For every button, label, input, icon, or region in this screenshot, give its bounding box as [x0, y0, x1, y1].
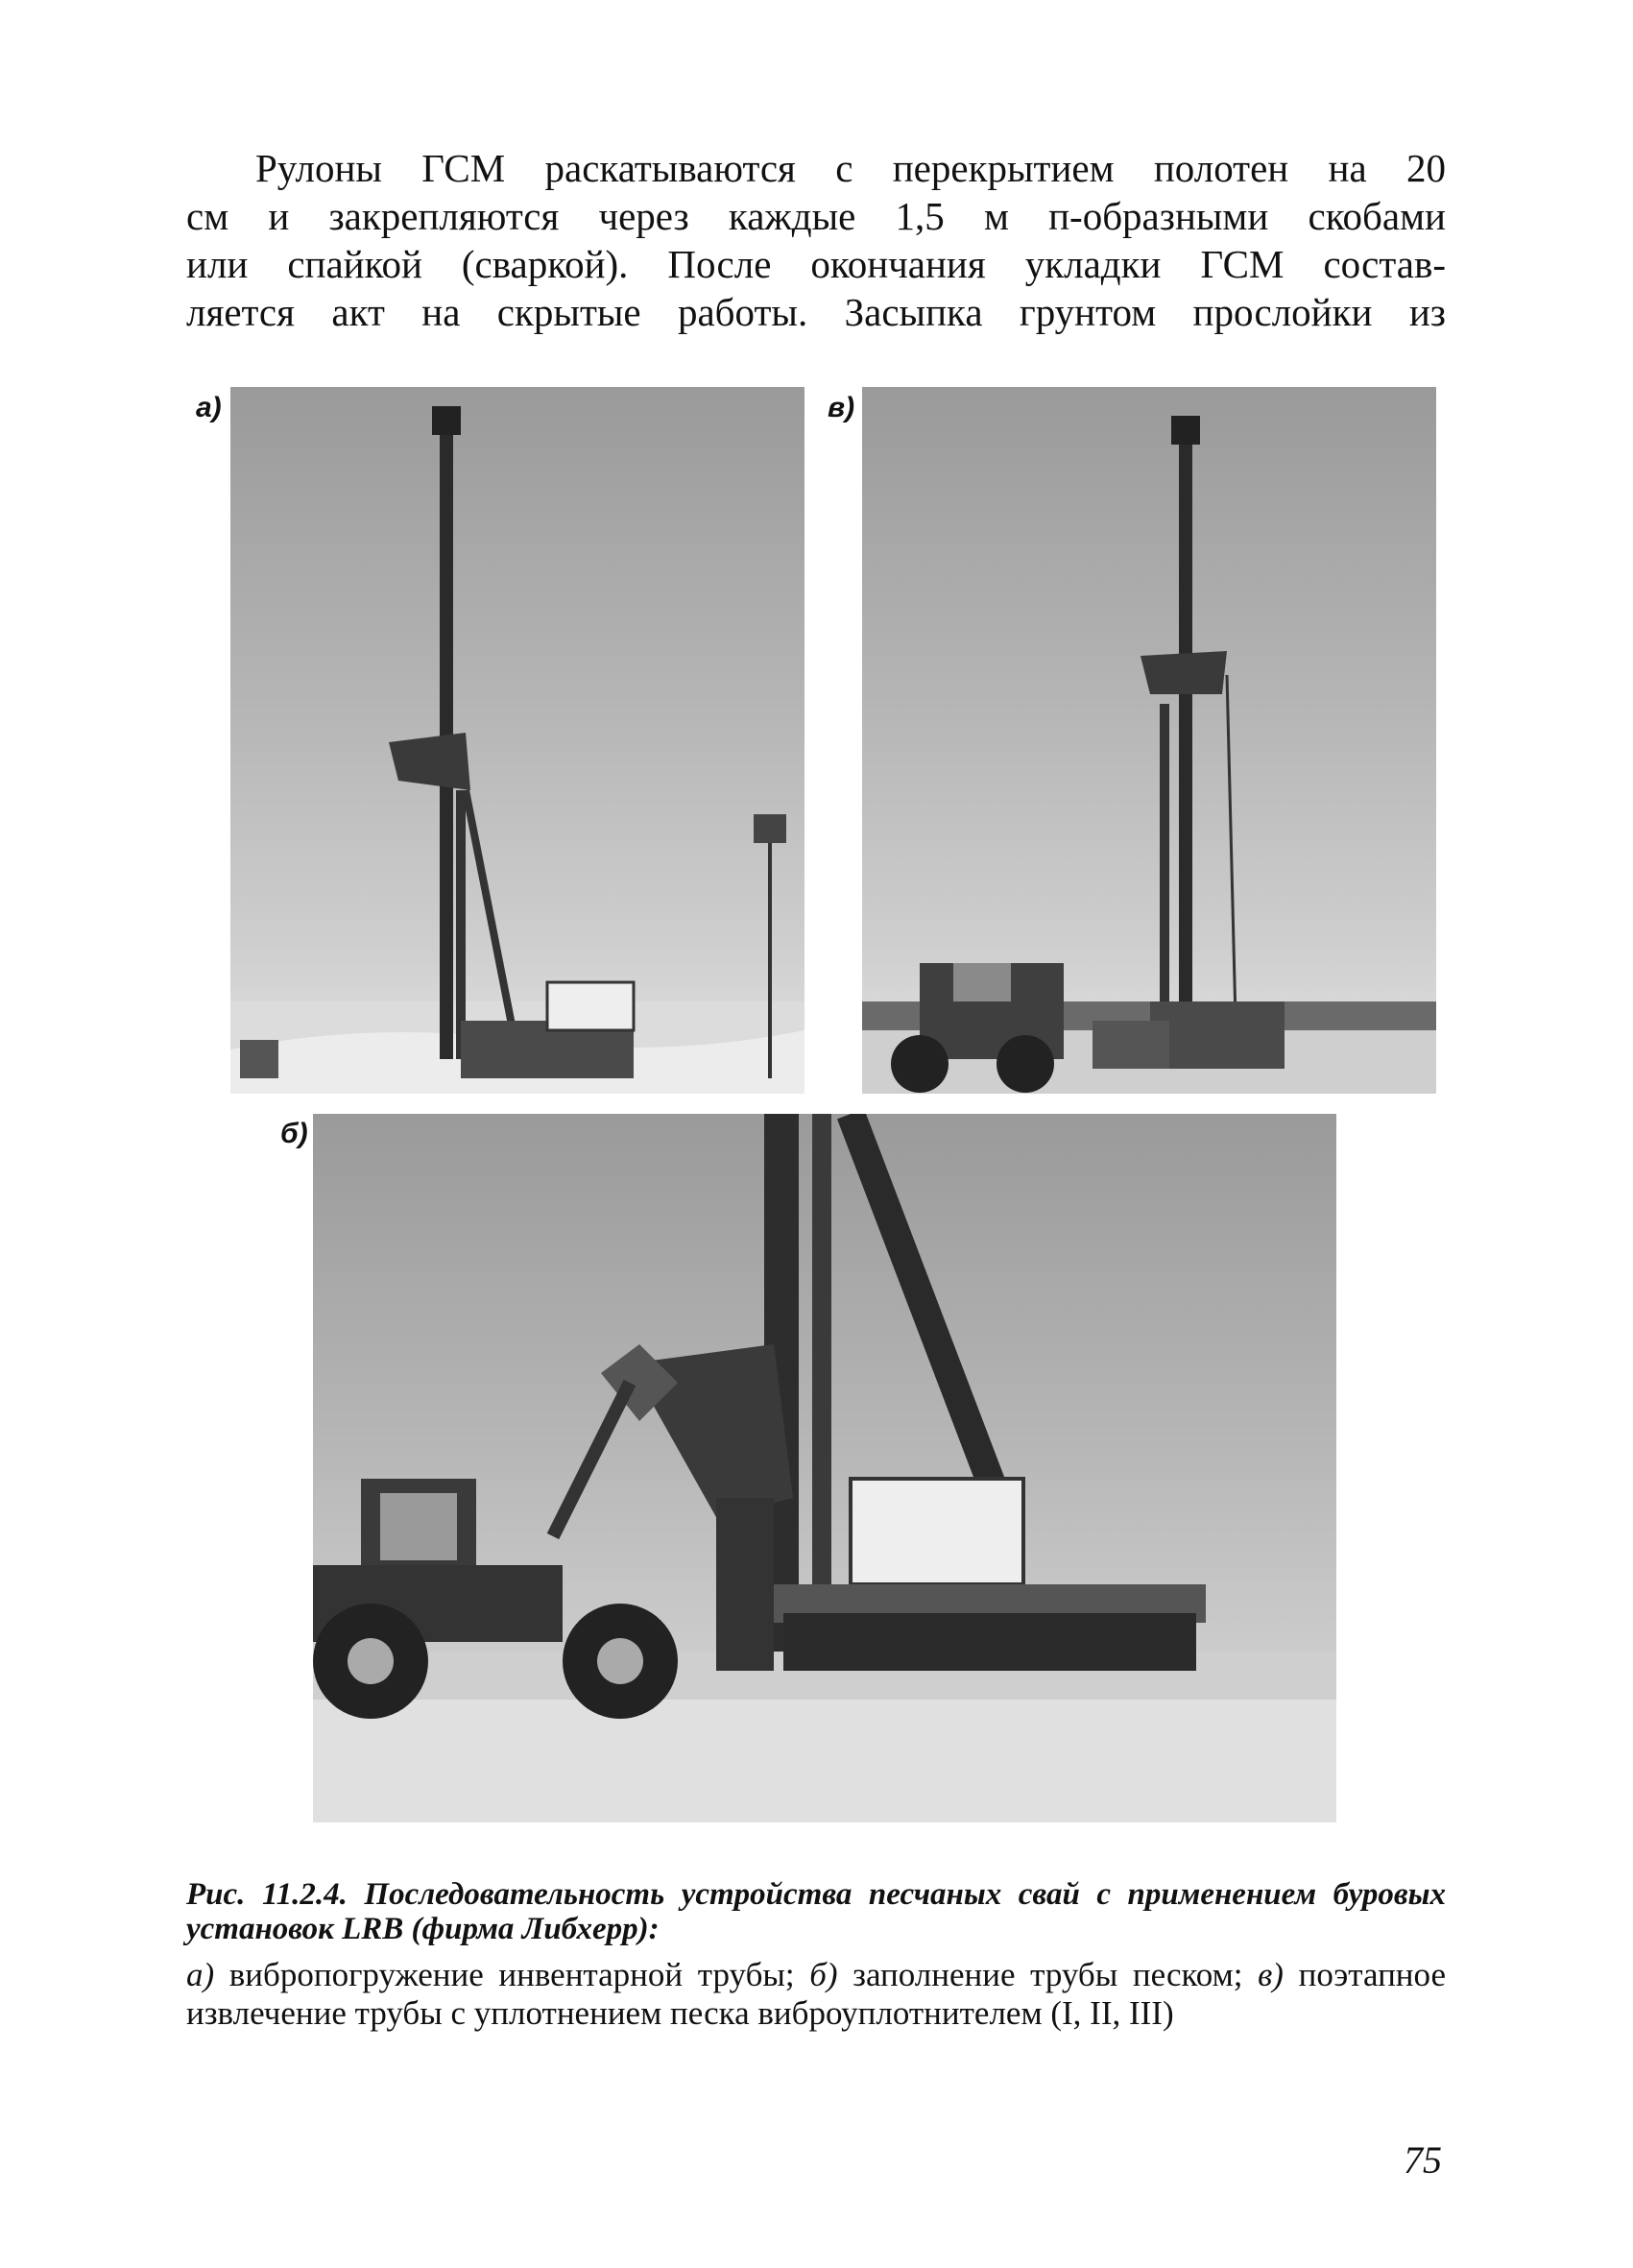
photo-vibro-driving	[230, 387, 804, 1094]
paragraph-line: см и закрепляются через каждые 1,5 м п-образными скобами	[186, 194, 1446, 238]
caption-label-b: б)	[809, 1956, 838, 1993]
caption-label-a: а)	[186, 1956, 215, 1993]
panel-label-a: а)	[196, 392, 222, 423]
caption-text-b: заполнение трубы песком;	[837, 1956, 1259, 1993]
figure-caption	[186, 1877, 1446, 2033]
caption-text-v: поэтапное извлечение трубы с уплотнением песка виброуплотнителем (I, II, III)	[186, 1956, 1446, 2032]
panel-label-b: б)	[280, 1118, 308, 1149]
caption-description	[186, 1956, 1446, 2033]
page-number: 75	[1404, 2138, 1442, 2182]
photo-tube-extraction	[862, 387, 1436, 1094]
paragraph-line: ляется акт на скрытые работы. Засыпка грунтом прослойки из	[186, 290, 1446, 334]
panel-label-v: в)	[828, 392, 855, 423]
caption-title: Рис. 11.2.4. Последовательность устройства песчаных свай с применением буровых установок LRB (фирма Либхерр):	[186, 1877, 1446, 1946]
paragraph-line: Рулоны ГСМ раскатываются с перекрытием полотен на 20	[255, 146, 1446, 190]
caption-label-v: в)	[1258, 1956, 1284, 1993]
body-paragraph	[186, 144, 1446, 336]
photo-tube-filling	[313, 1114, 1336, 1822]
caption-text-a: вибропогружение инвентарной трубы;	[214, 1956, 810, 1993]
paragraph-line: или спайкой (сваркой). После окончания укладки ГСМ состав-	[186, 242, 1446, 286]
